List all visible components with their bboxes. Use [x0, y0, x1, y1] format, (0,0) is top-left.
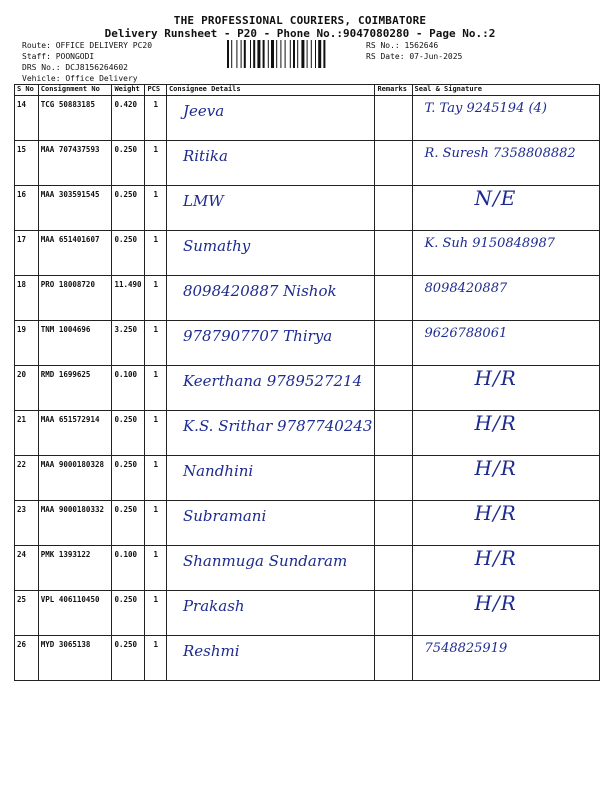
- row-remarks: [375, 231, 412, 276]
- table-body: [15, 96, 600, 681]
- barcode-bar: [244, 40, 246, 68]
- row-sno: 25: [15, 591, 39, 636]
- row-consignee: [166, 141, 375, 186]
- row-remarks: [375, 96, 412, 141]
- row-consignment-no: PRO 18008720: [38, 276, 112, 321]
- col-sno: S No: [15, 85, 39, 96]
- row-pcs: 1: [145, 411, 167, 456]
- consignee-handwriting: Sumathy: [182, 237, 251, 255]
- barcode-bar: [297, 40, 298, 68]
- header-right: [366, 40, 462, 62]
- row-remarks: [375, 546, 412, 591]
- consignee-handwriting: K.S. Srithar 9787740243: [182, 417, 373, 435]
- row-consignee: [166, 231, 375, 276]
- col-pcs: PCS: [145, 85, 167, 96]
- row-weight: 0.250: [112, 591, 145, 636]
- route-text: Route: OFFICE DELIVERY PC20: [22, 41, 153, 50]
- row-consignee: [166, 96, 375, 141]
- row-weight: 0.250: [112, 636, 145, 681]
- col-signature: Seal & Signature: [412, 85, 599, 96]
- row-sno: 18: [15, 276, 39, 321]
- consignee-handwriting: Nandhini: [182, 462, 254, 480]
- signature-handwriting: H/R: [474, 411, 517, 435]
- row-consignee: [166, 186, 375, 231]
- runsheet-table: [14, 84, 600, 681]
- table-row: [15, 276, 600, 321]
- row-sno: 17: [15, 231, 39, 276]
- row-consignee: [166, 276, 375, 321]
- row-signature: [412, 141, 599, 186]
- row-signature: [412, 636, 599, 681]
- row-consignment-no: TNM 1004696: [38, 321, 112, 366]
- row-pcs: 1: [145, 366, 167, 411]
- row-weight: 0.250: [112, 501, 145, 546]
- row-sno: 14: [15, 96, 39, 141]
- row-sno: 20: [15, 366, 39, 411]
- table-row: [15, 546, 600, 591]
- row-signature: [412, 546, 599, 591]
- row-weight: 0.250: [112, 231, 145, 276]
- barcode-bar: [315, 40, 316, 68]
- table-row: [15, 96, 600, 141]
- barcode-bar: [253, 40, 255, 68]
- row-weight: 0.420: [112, 96, 145, 141]
- row-signature: [412, 411, 599, 456]
- row-remarks: [375, 321, 412, 366]
- row-signature: [412, 456, 599, 501]
- row-sno: 22: [15, 456, 39, 501]
- row-pcs: 1: [145, 321, 167, 366]
- row-signature: [412, 276, 599, 321]
- header-left: [22, 40, 152, 84]
- row-remarks: [375, 636, 412, 681]
- consignee-handwriting: Jeeva: [182, 102, 225, 120]
- row-signature: [412, 186, 599, 231]
- barcode-bar: [263, 40, 265, 68]
- row-signature: [412, 591, 599, 636]
- row-consignment-no: RMD 1699625: [38, 366, 112, 411]
- table-row: [15, 456, 600, 501]
- row-consignment-no: MAA 9000180328: [38, 456, 112, 501]
- col-consignment: Consignment No: [38, 85, 112, 96]
- barcode-bar: [301, 40, 304, 68]
- table-row: [15, 501, 600, 546]
- barcode-bar: [290, 40, 291, 68]
- row-consignment-no: VPL 406110450: [38, 591, 112, 636]
- row-remarks: [375, 366, 412, 411]
- signature-handwriting: N/E: [474, 186, 517, 210]
- row-sno: 16: [15, 186, 39, 231]
- row-sno: 21: [15, 411, 39, 456]
- barcode-image: [226, 40, 352, 68]
- row-remarks: [375, 501, 412, 546]
- row-sno: 26: [15, 636, 39, 681]
- table-row: [15, 366, 600, 411]
- table-header-row: [15, 85, 600, 96]
- signature-handwriting: 9626788061: [424, 326, 508, 341]
- barcode-bar: [307, 40, 308, 68]
- row-signature: [412, 501, 599, 546]
- barcode-bar: [268, 40, 269, 68]
- row-signature: [412, 366, 599, 411]
- rs-no-text: RS No.: 1562646: [366, 41, 439, 50]
- row-signature: [412, 321, 599, 366]
- row-sno: 15: [15, 141, 39, 186]
- staff-text: Staff: POONGODI: [22, 52, 95, 61]
- consignee-handwriting: 9787907707 Thirya: [182, 327, 333, 345]
- consignee-handwriting: LMW: [182, 192, 224, 210]
- vehicle-text: Vehicle: Office Delivery: [22, 74, 138, 83]
- consignee-handwriting: Keerthana 9789527214: [182, 372, 363, 390]
- consignee-handwriting: Ritika: [182, 147, 228, 165]
- row-pcs: 1: [145, 546, 167, 591]
- drs-text: DRS No.: DCJ8156264602: [22, 63, 128, 72]
- signature-handwriting: R. Suresh 7358808882: [424, 146, 576, 161]
- table-row: [15, 591, 600, 636]
- row-remarks: [375, 456, 412, 501]
- table-row: [15, 411, 600, 456]
- barcode-bar: [276, 40, 277, 68]
- row-consignment-no: MAA 303591545: [38, 186, 112, 231]
- barcode-bar: [311, 40, 312, 68]
- row-weight: 3.250: [112, 321, 145, 366]
- row-consignee: [166, 636, 375, 681]
- barcode-bar: [241, 40, 242, 68]
- row-consignee: [166, 411, 375, 456]
- signature-handwriting: 7548825919: [424, 641, 508, 656]
- row-pcs: 1: [145, 276, 167, 321]
- table-row: [15, 636, 600, 681]
- row-pcs: 1: [145, 141, 167, 186]
- signature-handwriting: K. Suh 9150848987: [424, 236, 556, 251]
- barcode-bar: [236, 40, 237, 68]
- row-signature: [412, 96, 599, 141]
- row-consignee: [166, 456, 375, 501]
- consignee-handwriting: Subramani: [182, 507, 267, 525]
- row-pcs: 1: [145, 501, 167, 546]
- barcode-bar: [271, 40, 274, 68]
- barcode-bar: [257, 40, 260, 68]
- row-consignment-no: MAA 9000180332: [38, 501, 112, 546]
- rs-date-text: RS Date: 07-Jun-2025: [366, 52, 463, 61]
- row-weight: 0.250: [112, 456, 145, 501]
- row-consignment-no: MAA 707437593: [38, 141, 112, 186]
- row-sno: 23: [15, 501, 39, 546]
- signature-handwriting: H/R: [474, 366, 517, 390]
- table-row: [15, 141, 600, 186]
- row-weight: 11.490: [112, 276, 145, 321]
- row-pcs: 1: [145, 96, 167, 141]
- row-consignee: [166, 366, 375, 411]
- row-weight: 0.100: [112, 366, 145, 411]
- signature-handwriting: 8098420887: [424, 281, 508, 296]
- row-weight: 0.100: [112, 546, 145, 591]
- row-remarks: [375, 186, 412, 231]
- barcode-bar: [280, 40, 281, 68]
- row-consignment-no: MYD 3065138: [38, 636, 112, 681]
- col-consignee: Consignee Details: [166, 85, 375, 96]
- row-pcs: 1: [145, 591, 167, 636]
- report-subtitle: Delivery Runsheet - P20 - Phone No.:9047080280 - Page No.:2: [104, 27, 496, 40]
- row-remarks: [375, 141, 412, 186]
- row-pcs: 1: [145, 456, 167, 501]
- row-pcs: 1: [145, 636, 167, 681]
- signature-handwriting: T. Tay 9245194 (4): [424, 101, 547, 116]
- row-weight: 0.250: [112, 186, 145, 231]
- row-consignee: [166, 591, 375, 636]
- consignee-handwriting: 8098420887 Nishok: [182, 282, 337, 300]
- signature-handwriting: H/R: [474, 501, 517, 525]
- row-pcs: 1: [145, 186, 167, 231]
- row-sno: 19: [15, 321, 39, 366]
- row-weight: 0.250: [112, 141, 145, 186]
- row-weight: 0.250: [112, 411, 145, 456]
- barcode-bar: [293, 40, 295, 68]
- row-remarks: [375, 411, 412, 456]
- barcode-bar: [227, 40, 229, 68]
- consignee-handwriting: Shanmuga Sundaram: [182, 552, 348, 570]
- barcode-bar: [250, 40, 251, 68]
- row-consignment-no: MAA 651572914: [38, 411, 112, 456]
- table-row: [15, 321, 600, 366]
- row-consignee: [166, 321, 375, 366]
- signature-handwriting: H/R: [474, 456, 517, 480]
- consignee-handwriting: Reshmi: [182, 642, 240, 660]
- report-title: THE PROFESSIONAL COURIERS, COIMBATORE: [173, 14, 427, 27]
- col-weight: Weight: [112, 85, 145, 96]
- barcode-bar: [323, 40, 325, 68]
- row-sno: 24: [15, 546, 39, 591]
- barcode-bar: [231, 40, 232, 68]
- row-consignee: [166, 501, 375, 546]
- signature-handwriting: H/R: [474, 591, 517, 615]
- signature-handwriting: H/R: [474, 546, 517, 570]
- barcode-bar: [285, 40, 286, 68]
- table-row: [15, 186, 600, 231]
- row-pcs: 1: [145, 231, 167, 276]
- row-consignment-no: MAA 651401607: [38, 231, 112, 276]
- row-consignee: [166, 546, 375, 591]
- table-row: [15, 231, 600, 276]
- consignee-handwriting: Prakash: [182, 597, 245, 615]
- row-signature: [412, 231, 599, 276]
- row-remarks: [375, 591, 412, 636]
- col-remarks: Remarks: [375, 85, 412, 96]
- row-remarks: [375, 276, 412, 321]
- barcode-bar: [318, 40, 321, 68]
- row-consignment-no: TCG 50883185: [38, 96, 112, 141]
- row-consignment-no: PMK 1393122: [38, 546, 112, 591]
